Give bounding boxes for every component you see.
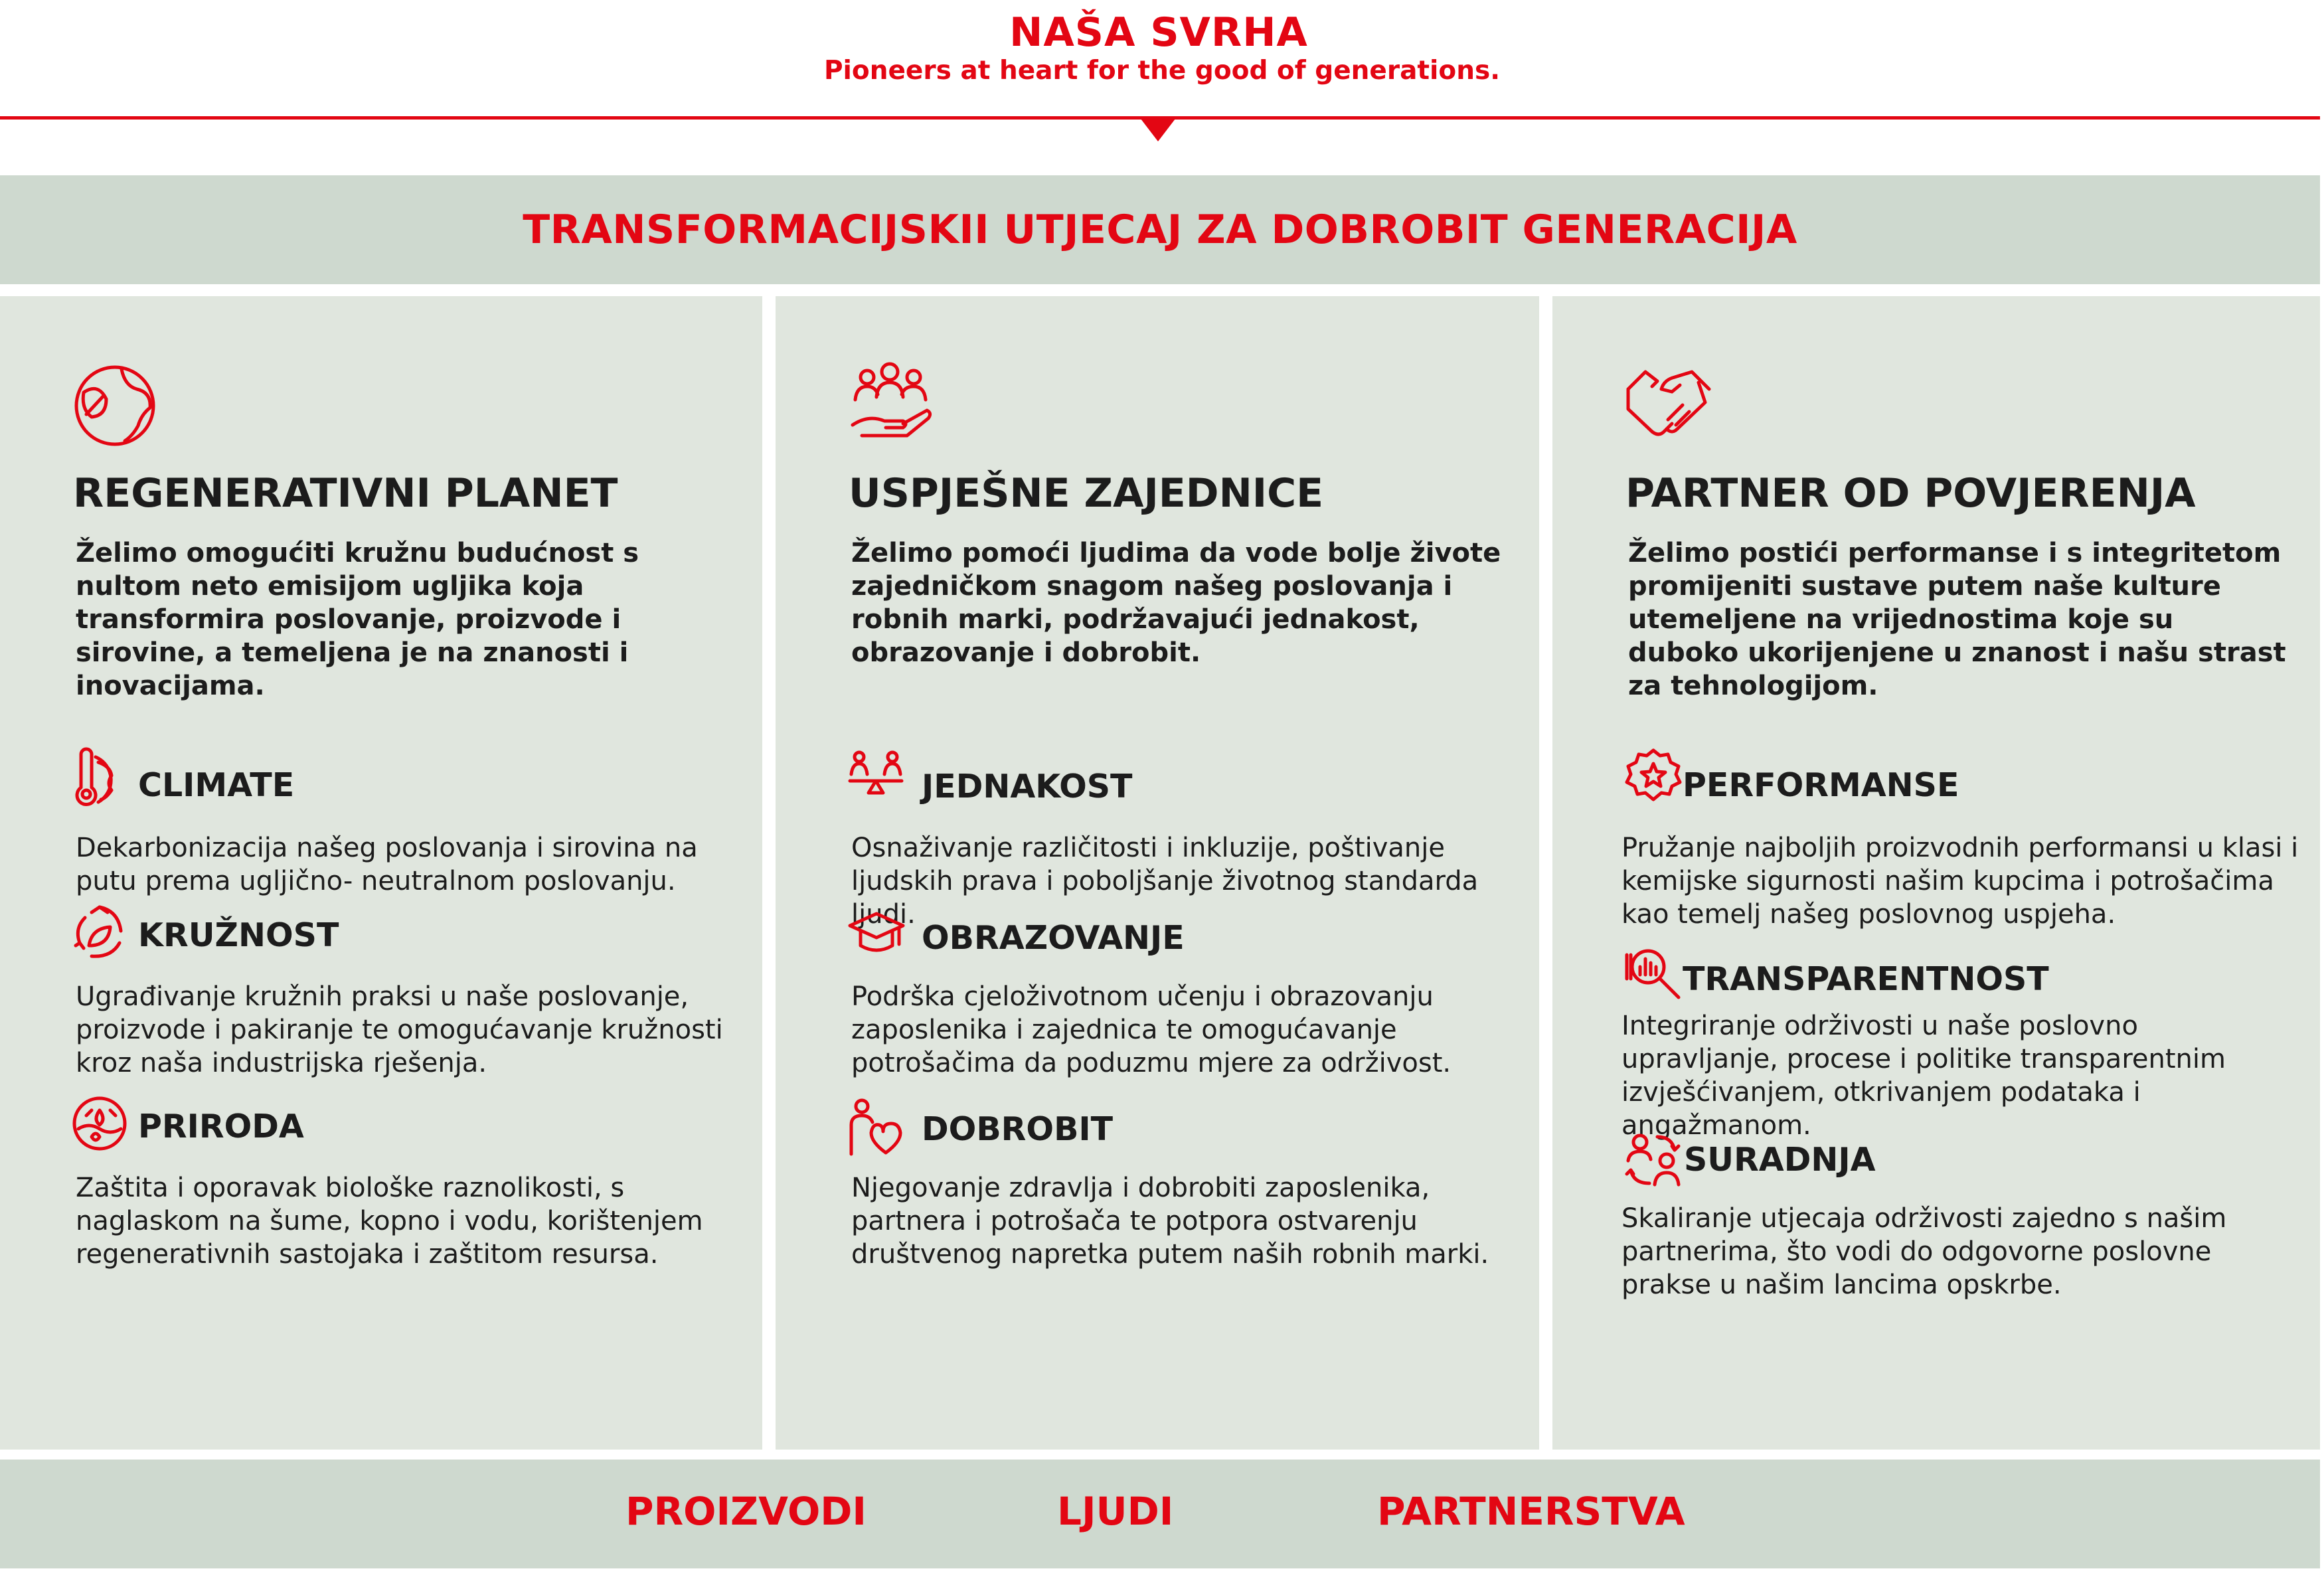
column-title: USPJEŠNE ZAJEDNICE: [849, 470, 1324, 517]
item-description: Pružanje najboljih proizvodnih performansi u klasi i kemijske sigurnosti našim kupcima i potrošačima kao temelj našeg poslovnog uspjeha.: [1621, 833, 2299, 930]
column-description: Želimo postići performanse i s integritetom promijeniti sustave putem naše kulture utemeljene na vrijednostima koje su duboko ukorijenjene u znanost i našu strast za tehnologijom.: [1628, 538, 2286, 701]
award-badge-icon: [1625, 749, 1681, 805]
column-regenerative-planet: [0, 296, 762, 1450]
purpose-subtitle: Pioneers at heart for the good of generations.: [823, 56, 1501, 86]
footer-band: [0, 1460, 2320, 1568]
footer-item-people: LJUDI: [1057, 1489, 1174, 1534]
handshake-icon: [1625, 363, 1712, 449]
item-title-equality: JEDNAKOST: [922, 768, 1133, 805]
item-description: Integriranje održivosti u naše poslovno upravljanje, procese i politike transparentnim izvješćivanjem, otkrivanjem podataka i angažmanom.: [1621, 1011, 2226, 1141]
nature-drop-icon: [72, 1096, 127, 1151]
item-description: Njegovanje zdravlja i dobrobiti zaposlenika, partnera i potrošača te potpora ostvarenju društvenog napretka putem naših robnih marki.: [851, 1173, 1489, 1270]
column-title: REGENERATIVNI PLANET: [73, 470, 618, 517]
item-title-transparency: TRANSPARENTNOST: [1683, 960, 2049, 998]
magnifier-chart-icon: [1625, 947, 1681, 1003]
recycle-leaf-icon: [72, 904, 127, 960]
item-title-collaboration: SURADNJA: [1684, 1141, 1876, 1179]
column-thriving-communities: [776, 296, 1539, 1450]
collaboration-icon: [1625, 1131, 1681, 1187]
purpose-title: NAŠA SVRHA: [1009, 9, 1308, 56]
item-title-wellbeing: DOBROBIT: [922, 1110, 1114, 1148]
item-title-education: OBRAZOVANJE: [922, 919, 1185, 957]
item-title-performance: PERFORMANSE: [1683, 766, 1959, 804]
people-hand-icon: [849, 360, 935, 446]
balance-people-icon: [849, 750, 904, 806]
item-description: Ugrađivanje kružnih praksi u naše poslovanje, proizvode i pakiranje te omogućavanje kružnosti kroz naša industrijska rješenja.: [76, 981, 723, 1078]
item-description: Zaštita i oporavak biološke raznolikosti, s naglaskom na šume, kopno i vodu, korištenjem regenerativnih sastojaka i zaštitom resursa.: [76, 1173, 703, 1270]
column-description: Želimo pomoći ljudima da vode bolje živote zajedničkom snagom našeg poslovanja i robnih marki, podržavajući jednakost, obrazovanje i dobrobit.: [851, 538, 1501, 668]
graduation-cap-icon: [849, 904, 904, 960]
divider-arrow-icon: [1141, 119, 1175, 141]
footer-item-partnerships: PARTNERSTVA: [1377, 1489, 1685, 1534]
item-title-nature: PRIRODA: [138, 1108, 304, 1145]
person-heart-icon: [849, 1098, 904, 1154]
footer-item-products: PROIZVODI: [625, 1489, 867, 1534]
item-description: Osnaživanje različitosti i inkluzije, poštivanje ljudskih prava i poboljšanje životnog standarda ljudi.: [851, 833, 1479, 930]
item-description: Skaliranje utjecaja održivosti zajedno s našim partnerima, što vodi do odgovorne poslovne prakse u našim lancima opskrbe.: [1621, 1203, 2227, 1300]
column-title: PARTNER OD POVJERENJA: [1625, 470, 2196, 517]
item-title-climate: CLIMATE: [138, 766, 295, 804]
column-description: Želimo omogućiti kružnu budućnost s nultom neto emisijom ugljika koja transformira poslovanje, proizvode i sirovine, a temeljena je na znanosti i inovacijama.: [76, 538, 639, 701]
item-title-circularity: KRUŽNOST: [138, 916, 339, 954]
impact-band: [0, 175, 2320, 284]
item-description: Podrška cjeloživotnom učenju i obrazovanju zaposlenika i zajednica te omogućavanje potrošačima da poduzmu mjere za održivost.: [851, 981, 1452, 1078]
column-trusted-partner: [1552, 296, 2320, 1450]
item-description: Dekarbonizacija našeg poslovanja i sirovina na putu prema ugljično- neutralnom poslovanju.: [76, 833, 698, 896]
impact-title: TRANSFORMACIJSKII UTJECAJ ZA DOBROBIT GENERACIJA: [523, 207, 1797, 253]
globe-leaf-icon: [72, 363, 158, 449]
thermometer-globe-icon: [72, 749, 127, 805]
